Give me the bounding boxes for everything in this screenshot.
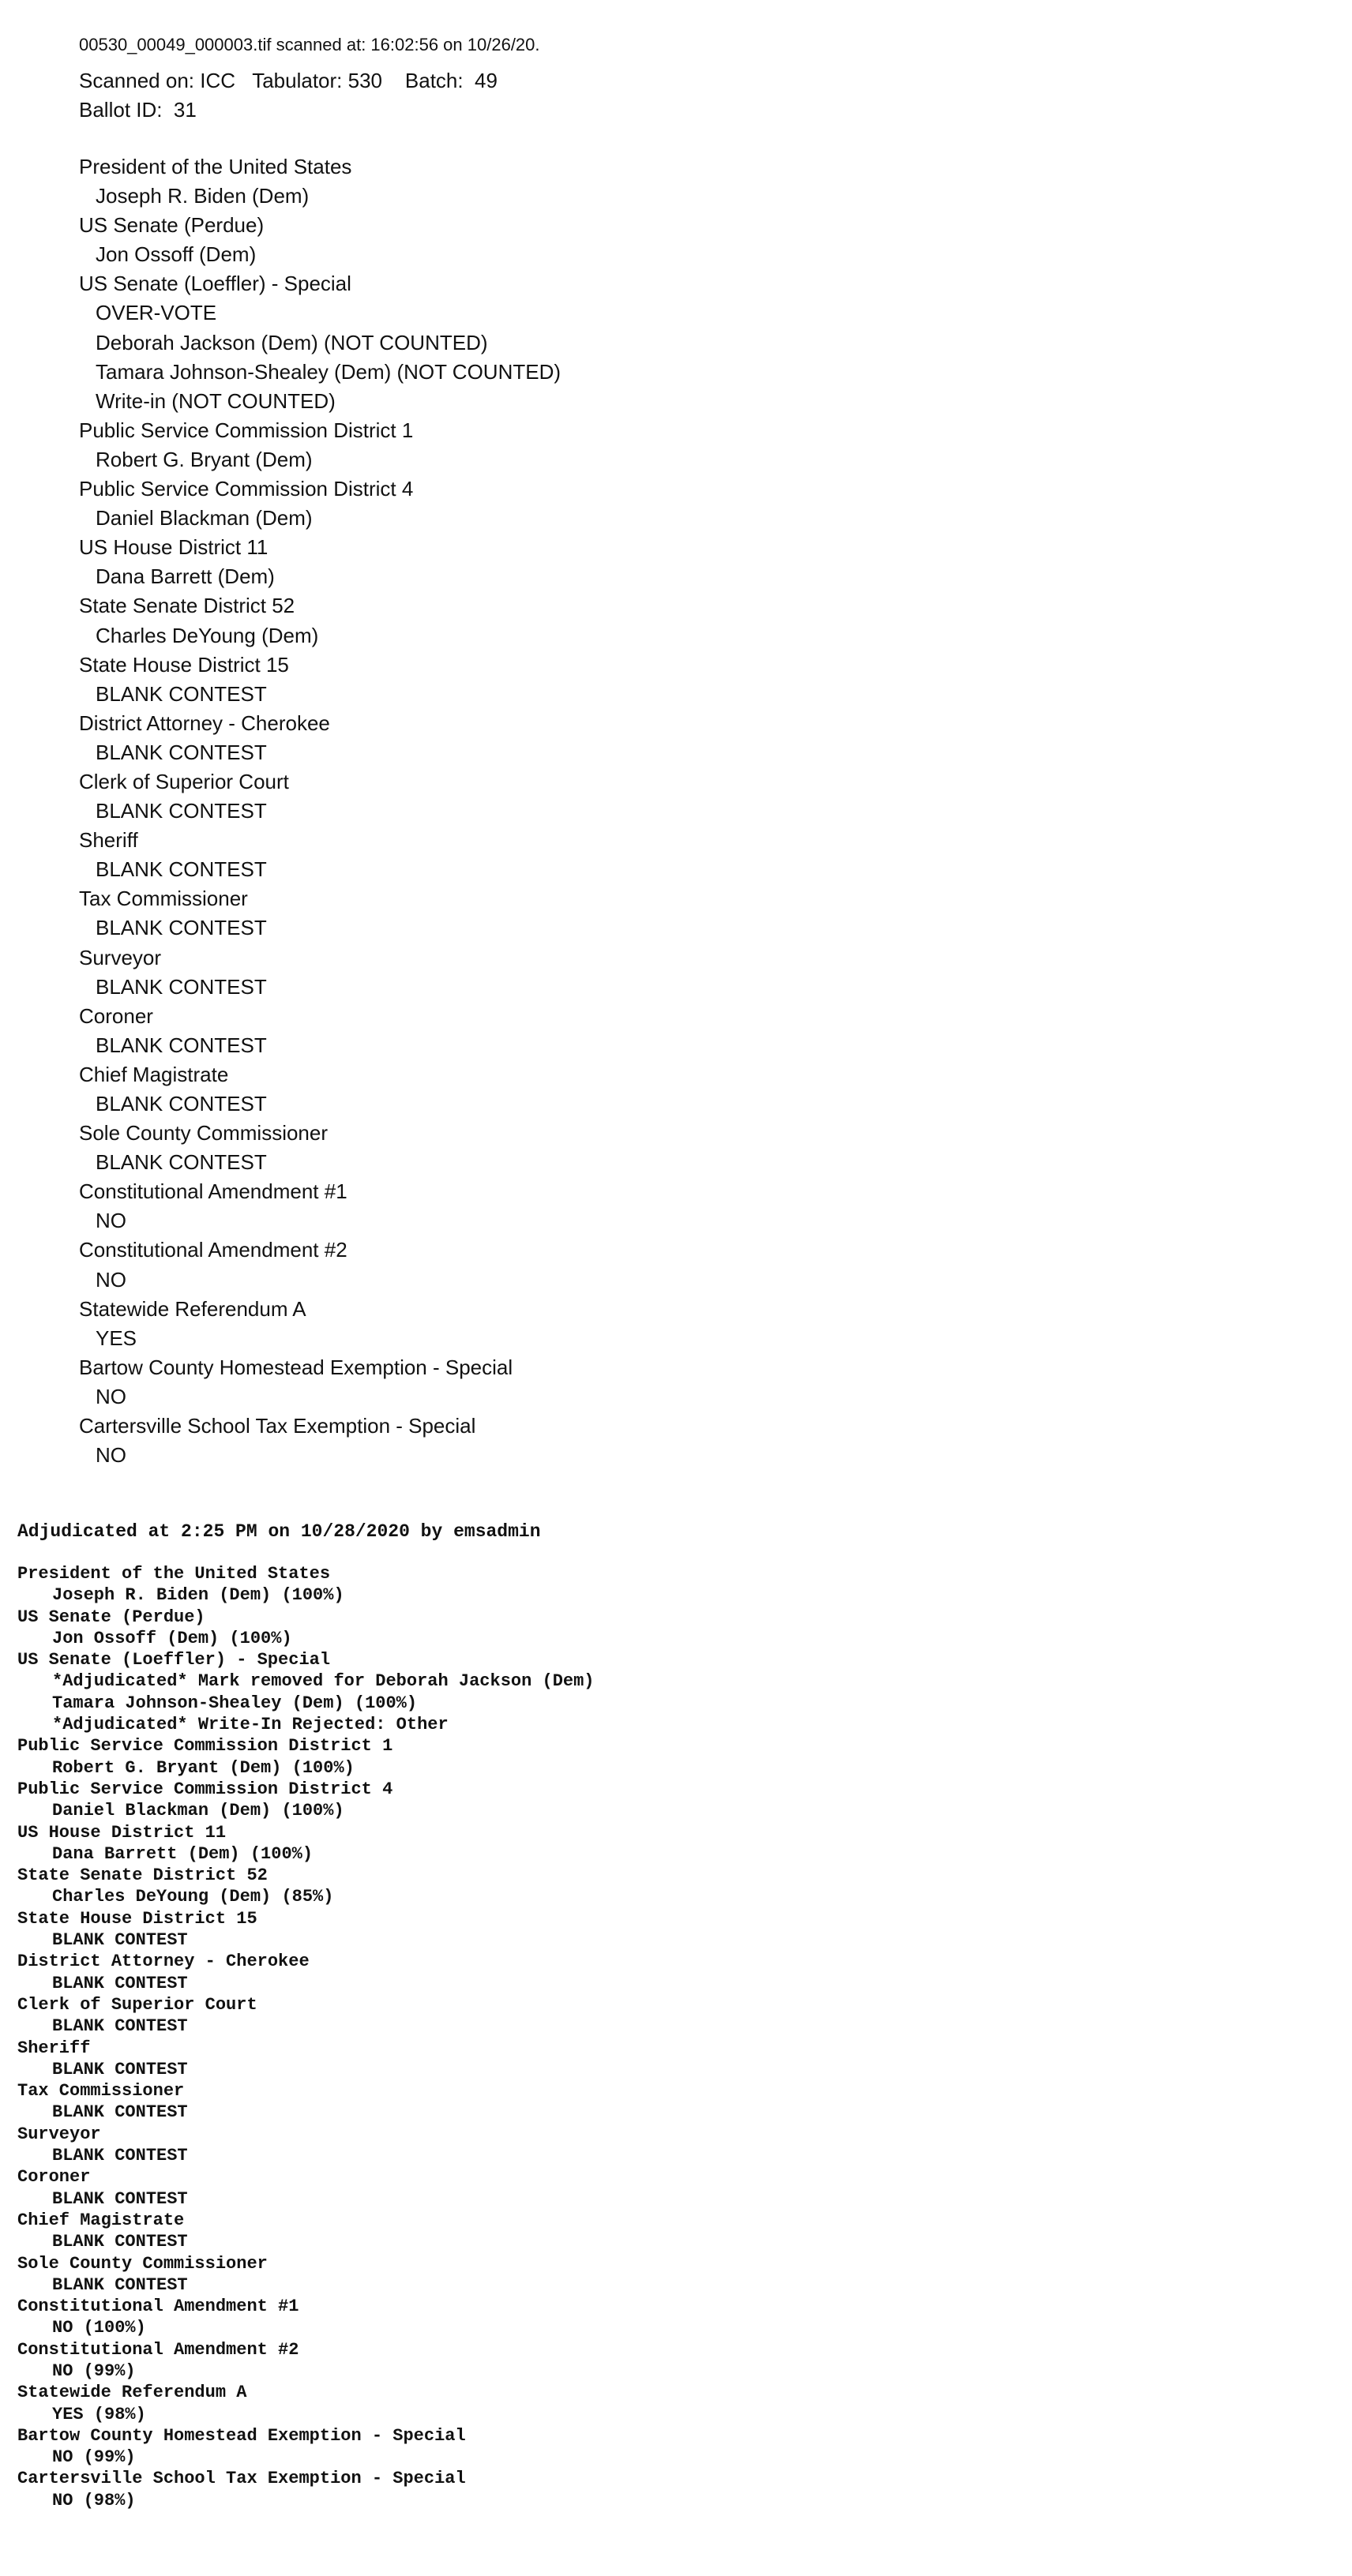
adjudication-contest-title: President of the United States <box>17 1564 331 1584</box>
adjudication-contest-choice: YES (98%) <box>52 2404 146 2424</box>
scan-contest-title: Bartow County Homestead Exemption - Special <box>79 1355 513 1379</box>
scan-contest-title: Sheriff <box>79 828 138 853</box>
scan-contest-title: Constitutional Amendment #2 <box>79 1238 347 1262</box>
scan-contest-choice: BLANK CONTEST <box>96 740 267 764</box>
scan-contest-title: Surveyor <box>79 945 162 969</box>
scan-contest-list <box>79 152 561 1470</box>
scan-contest-title: State House District 15 <box>79 652 289 677</box>
adjudication-contest-title: Coroner <box>17 2167 91 2188</box>
scan-contest-title: Tax Commissioner <box>79 887 248 911</box>
adjudication-contest-title: Public Service Commission District 1 <box>17 1736 393 1757</box>
adjudication-contest-title: Cartersville School Tax Exemption - Special <box>17 2469 466 2489</box>
scan-contest-choice: Dana Barrett (Dem) <box>96 564 275 589</box>
scan-contest-choice: BLANK CONTEST <box>96 974 267 999</box>
adjudication-contest-choice: NO (100%) <box>52 2318 146 2338</box>
scan-contest-choice: BLANK CONTEST <box>96 857 267 882</box>
scan-contest-choice: Deborah Jackson (Dem) (NOT COUNTED) <box>96 330 488 354</box>
adjudication-contest-title: Surveyor <box>17 2124 101 2144</box>
scan-contest-title: Chief Magistrate <box>79 1062 229 1086</box>
scan-contest-title: Coroner <box>79 1003 153 1028</box>
adjudication-contest-title: Clerk of Superior Court <box>17 1994 257 2015</box>
scanned-on-line: Scanned on: ICC Tabulator: 530 Batch: 49 <box>79 69 498 92</box>
scan-contest-choice: NO <box>96 1443 126 1468</box>
scan-contest-choice: BLANK CONTEST <box>96 1092 267 1116</box>
adjudication-contest-choice: BLANK CONTEST <box>52 2016 188 2037</box>
adjudication-contest-title: Sole County Commissioner <box>17 2253 268 2274</box>
adjudication-contest-title: US Senate (Loeffler) - Special <box>17 1650 331 1670</box>
scan-contest-choice: Joseph R. Biden (Dem) <box>96 184 310 208</box>
adjudication-contest-choice: Charles DeYoung (Dem) (85%) <box>52 1887 334 1907</box>
scan-contest-title: Cartersville School Tax Exemption - Special <box>79 1414 476 1438</box>
scan-contest-choice: NO <box>96 1384 126 1408</box>
scan-contest-choice: BLANK CONTEST <box>96 916 267 940</box>
scan-contest-title: Clerk of Superior Court <box>79 769 289 793</box>
scan-contest-choice: OVER-VOTE <box>96 301 217 325</box>
adjudication-contest-title: Statewide Referendum A <box>17 2383 247 2403</box>
adjudication-contest-title: Public Service Commission District 4 <box>17 1779 393 1799</box>
scan-contest-choice: BLANK CONTEST <box>96 799 267 823</box>
scan-contest-title: District Attorney - Cherokee <box>79 711 330 735</box>
adjudication-header: Adjudicated at 2:25 PM on 10/28/2020 by emsadmin <box>17 1521 541 1542</box>
adjudication-contest-choice: Jon Ossoff (Dem) (100%) <box>52 1628 292 1648</box>
adjudication-contest-choice: Tamara Johnson-Shealey (Dem) (100%) <box>52 1693 418 1713</box>
adjudication-contest-choice: BLANK CONTEST <box>52 2059 188 2079</box>
scan-contest-choice: NO <box>96 1267 126 1292</box>
adjudication-contest-choice: BLANK CONTEST <box>52 1930 188 1951</box>
scan-record <box>79 32 561 1470</box>
adjudication-contest-choice: BLANK CONTEST <box>52 2274 188 2295</box>
scan-contest-title: US Senate (Loeffler) - Special <box>79 272 351 296</box>
scan-contest-title: Public Service Commission District 4 <box>79 477 414 501</box>
adjudication-contest-title: District Attorney - Cherokee <box>17 1952 310 1972</box>
scan-contest-choice: Daniel Blackman (Dem) <box>96 506 313 531</box>
scan-contest-choice: Write-in (NOT COUNTED) <box>96 388 336 413</box>
adjudication-contest-title: US House District 11 <box>17 1822 227 1843</box>
scan-contest-choice: BLANK CONTEST <box>96 681 267 706</box>
scan-contest-title: President of the United States <box>79 155 352 178</box>
adjudication-contest-choice: BLANK CONTEST <box>52 1973 188 1993</box>
scan-contest-choice: BLANK CONTEST <box>96 1033 267 1057</box>
scan-filename-line: 00530_00049_000003.tif scanned at: 16:02:56 on 10/26/20. <box>79 35 540 54</box>
scan-contest-title: State Senate District 52 <box>79 594 295 618</box>
adjudication-contest-title: Tax Commissioner <box>17 2081 185 2102</box>
ballot-id-line: Ballot ID: 31 <box>79 98 197 122</box>
adjudication-contest-title: Constitutional Amendment #2 <box>17 2339 299 2360</box>
adjudication-record <box>17 1520 595 2511</box>
scan-contest-title: US Senate (Perdue) <box>79 213 265 238</box>
scan-contest-choice: NO <box>96 1209 126 1233</box>
adjudication-contest-choice: Daniel Blackman (Dem) (100%) <box>52 1801 344 1821</box>
adjudication-contest-title: Chief Magistrate <box>17 2210 185 2230</box>
adjudication-contest-title: Constitutional Amendment #1 <box>17 2297 299 2317</box>
adjudication-contest-title: Bartow County Homestead Exemption - Special <box>17 2425 466 2446</box>
scan-contest-choice: BLANK CONTEST <box>96 1150 267 1175</box>
adjudication-contest-list <box>17 1563 595 2511</box>
adjudication-contest-choice: BLANK CONTEST <box>52 2232 188 2252</box>
scan-contest-title: Statewide Referendum A <box>79 1296 306 1321</box>
scan-contest-choice: YES <box>96 1325 137 1350</box>
scan-contest-title: Public Service Commission District 1 <box>79 418 414 442</box>
scan-contest-title: Sole County Commissioner <box>79 1121 329 1146</box>
adjudication-contest-title: US Senate (Perdue) <box>17 1607 205 1627</box>
scan-contest-choice: Charles DeYoung (Dem) <box>96 623 319 647</box>
adjudication-contest-choice: BLANK CONTEST <box>52 2102 188 2123</box>
scan-contest-title: Constitutional Amendment #1 <box>79 1179 347 1204</box>
scan-contest-title: US House District 11 <box>79 535 269 560</box>
adjudication-contest-choice: NO (99%) <box>52 2447 136 2468</box>
adjudication-contest-choice: Dana Barrett (Dem) (100%) <box>52 1843 314 1864</box>
adjudication-contest-title: State House District 15 <box>17 1908 257 1929</box>
adjudication-contest-choice: *Adjudicated* Mark removed for Deborah Jackson (Dem) <box>52 1671 595 1692</box>
scan-contest-choice: Tamara Johnson-Shealey (Dem) (NOT COUNTED) <box>96 359 561 384</box>
scan-contest-choice: Jon Ossoff (Dem) <box>96 242 257 267</box>
adjudication-contest-choice: Joseph R. Biden (Dem) (100%) <box>52 1585 344 1606</box>
adjudication-contest-title: Sheriff <box>17 2038 91 2058</box>
adjudication-contest-title: State Senate District 52 <box>17 1865 268 1886</box>
adjudication-contest-choice: BLANK CONTEST <box>52 2188 188 2209</box>
scan-contest-choice: Robert G. Bryant (Dem) <box>96 447 313 471</box>
adjudication-contest-choice: BLANK CONTEST <box>52 2146 188 2166</box>
adjudication-contest-choice: NO (98%) <box>52 2490 136 2510</box>
adjudication-contest-choice: *Adjudicated* Write-In Rejected: Other <box>52 1715 449 1735</box>
adjudication-contest-choice: NO (99%) <box>52 2360 136 2381</box>
adjudication-contest-choice: Robert G. Bryant (Dem) (100%) <box>52 1757 355 1778</box>
